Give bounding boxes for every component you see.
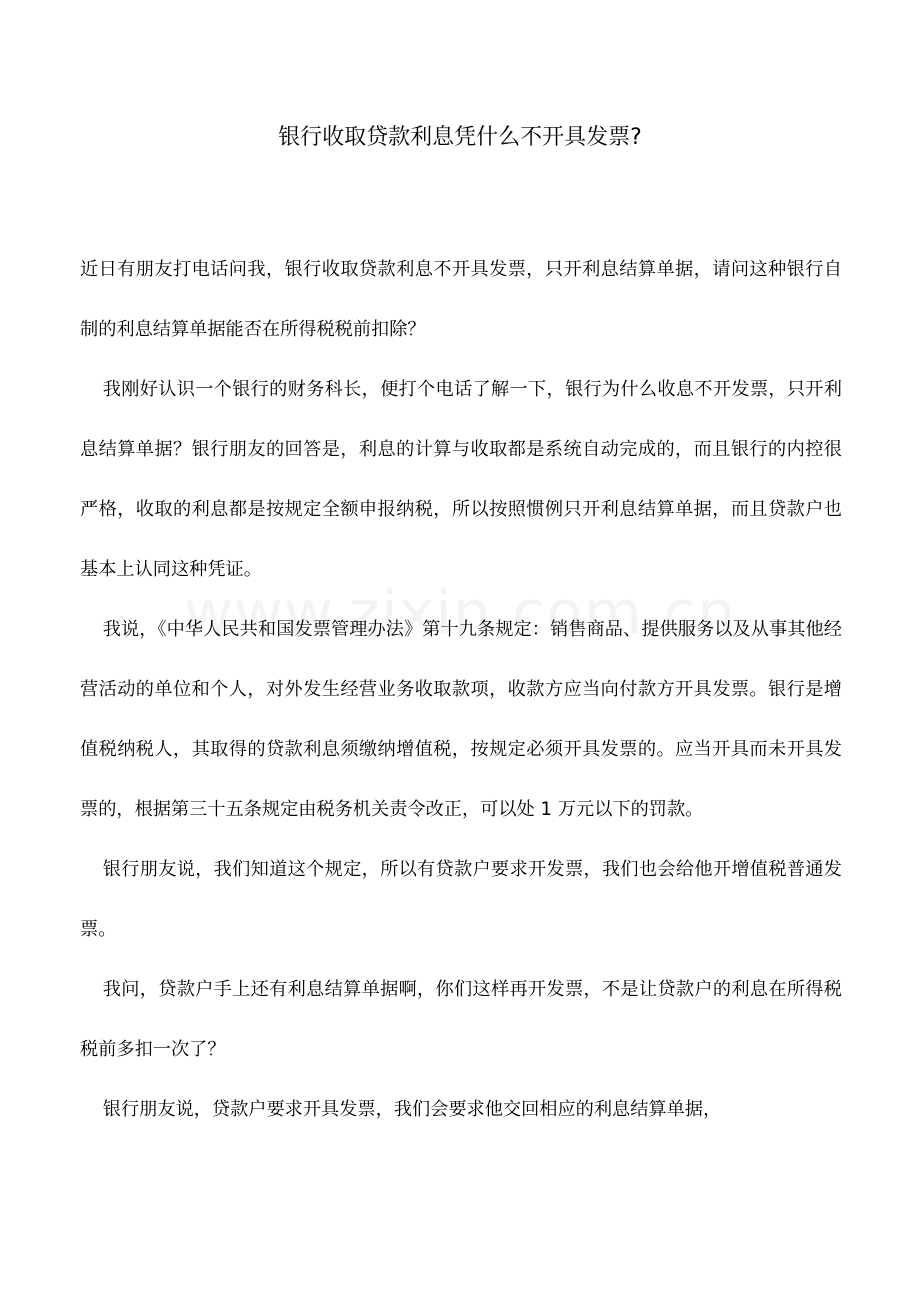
paragraph-1: 近日有朋友打电话问我，银行收取贷款利息不开具发票，只开利息结算单据，请问这种银行自制的利息结算单据能否在所得税税前扣除？ xyxy=(80,259,842,340)
document-body xyxy=(80,240,842,1140)
paragraph-2: 我刚好认识一个银行的财务科长，便打个电话了解一下，银行为什么收息不开发票，只开利息结算单据？银行朋友的回答是，利息的计算与收取都是系统自动完成的，而且银行的内控很严格，收取的利息都是按规定全额申报纳税，所以按照惯例只开利息结算单据，而且贷款户也基本上认同这种凭证。 xyxy=(80,379,842,580)
document-title: 银行收取贷款利息凭什么不开具发票? xyxy=(278,125,642,150)
paragraph-5: 我问，贷款户手上还有利息结算单据啊，你们这样再开发票，不是让贷款户的利息在所得税税前多扣一次了？ xyxy=(80,979,842,1060)
paragraph-3: 我说，《中华人民共和国发票管理办法》第十九条规定：销售商品、提供服务以及从事其他经营活动的单位和个人，对外发生经营业务收取款项，收款方应当向付款方开具发票。银行是增值税纳税人，其取得的贷款利息须缴纳增值税，按规定必须开具发票的。应当开具而未开具发票的，根据第三十五条规定由税务机关责令改正，可以处 1 万元以下的罚款。 xyxy=(80,619,842,820)
paragraph-4: 银行朋友说，我们知道这个规定，所以有贷款户要求开发票，我们也会给他开增值税普通发票。 xyxy=(80,859,842,940)
paragraph-6: 银行朋友说，贷款户要求开具发票，我们会要求他交回相应的利息结算单据， xyxy=(102,1099,722,1120)
